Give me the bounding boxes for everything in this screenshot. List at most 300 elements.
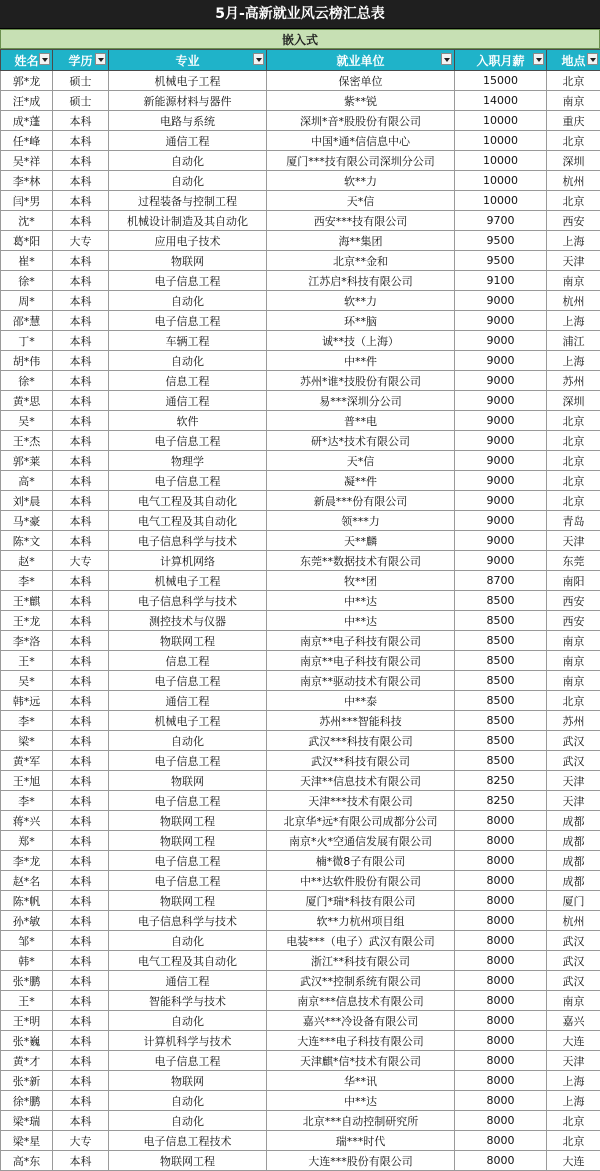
cell-employer[interactable]: 保密单位 <box>267 71 455 91</box>
cell-employer[interactable]: 南京**电子科技有限公司 <box>267 631 455 651</box>
cell-employer[interactable]: 电装***（电子）武汉有限公司 <box>267 931 455 951</box>
cell-employer[interactable]: 深圳*音*股股份有限公司 <box>267 111 455 131</box>
cell-major[interactable]: 计算机网络 <box>109 551 267 571</box>
cell-salary[interactable]: 8500 <box>455 691 547 711</box>
cell-degree[interactable]: 本科 <box>53 1011 109 1031</box>
cell-salary[interactable]: 10000 <box>455 171 547 191</box>
cell-name[interactable]: 吴* <box>1 411 53 431</box>
cell-major[interactable]: 电气工程及其自动化 <box>109 511 267 531</box>
cell-major[interactable]: 自动化 <box>109 1111 267 1131</box>
cell-degree[interactable]: 本科 <box>53 751 109 771</box>
cell-degree[interactable]: 本科 <box>53 391 109 411</box>
cell-employer[interactable]: 中**达软件股份有限公司 <box>267 871 455 891</box>
cell-name[interactable]: 梁*瑞 <box>1 1111 53 1131</box>
cell-salary[interactable]: 9000 <box>455 391 547 411</box>
cell-degree[interactable]: 大专 <box>53 1131 109 1151</box>
cell-degree[interactable]: 本科 <box>53 491 109 511</box>
cell-salary[interactable]: 8500 <box>455 611 547 631</box>
cell-degree[interactable]: 本科 <box>53 291 109 311</box>
cell-location[interactable]: 深圳 <box>547 391 600 411</box>
cell-employer[interactable]: 紫**锐 <box>267 91 455 111</box>
cell-salary[interactable]: 8000 <box>455 1091 547 1111</box>
cell-salary[interactable]: 9000 <box>455 511 547 531</box>
cell-degree[interactable]: 本科 <box>53 711 109 731</box>
cell-degree[interactable]: 本科 <box>53 1051 109 1071</box>
cell-major[interactable]: 自动化 <box>109 351 267 371</box>
cell-major[interactable]: 通信工程 <box>109 131 267 151</box>
cell-name[interactable]: 丁* <box>1 331 53 351</box>
cell-major[interactable]: 机械电子工程 <box>109 571 267 591</box>
cell-location[interactable]: 南京 <box>547 271 600 291</box>
cell-name[interactable]: 邹* <box>1 931 53 951</box>
cell-salary[interactable]: 8000 <box>455 931 547 951</box>
cell-location[interactable]: 武汉 <box>547 951 600 971</box>
cell-salary[interactable]: 8000 <box>455 911 547 931</box>
cell-location[interactable]: 天津 <box>547 791 600 811</box>
cell-name[interactable]: 陈*文 <box>1 531 53 551</box>
cell-name[interactable]: 高*东 <box>1 1151 53 1171</box>
cell-employer[interactable]: 天*信 <box>267 191 455 211</box>
cell-major[interactable]: 计算机科学与技术 <box>109 1031 267 1051</box>
cell-location[interactable]: 厦门 <box>547 891 600 911</box>
cell-salary[interactable]: 8000 <box>455 1111 547 1131</box>
cell-salary[interactable]: 8500 <box>455 591 547 611</box>
cell-location[interactable]: 杭州 <box>547 291 600 311</box>
cell-degree[interactable]: 本科 <box>53 951 109 971</box>
cell-degree[interactable]: 本科 <box>53 211 109 231</box>
cell-degree[interactable]: 本科 <box>53 671 109 691</box>
cell-degree[interactable]: 本科 <box>53 571 109 591</box>
cell-degree[interactable]: 本科 <box>53 811 109 831</box>
cell-location[interactable]: 天津 <box>547 1051 600 1071</box>
cell-location[interactable]: 南阳 <box>547 571 600 591</box>
cell-degree[interactable]: 本科 <box>53 971 109 991</box>
cell-salary[interactable]: 8500 <box>455 711 547 731</box>
filter-dropdown-icon[interactable] <box>587 53 598 65</box>
cell-salary[interactable]: 8000 <box>455 971 547 991</box>
cell-employer[interactable]: 东莞**数据技术有限公司 <box>267 551 455 571</box>
cell-salary[interactable]: 8700 <box>455 571 547 591</box>
cell-degree[interactable]: 本科 <box>53 1151 109 1171</box>
cell-salary[interactable]: 8500 <box>455 731 547 751</box>
cell-name[interactable]: 赵*名 <box>1 871 53 891</box>
cell-employer[interactable]: 中**达 <box>267 1091 455 1111</box>
cell-name[interactable]: 赵* <box>1 551 53 571</box>
cell-location[interactable]: 成都 <box>547 811 600 831</box>
cell-salary[interactable]: 8000 <box>455 811 547 831</box>
cell-salary[interactable]: 9000 <box>455 331 547 351</box>
cell-major[interactable]: 电子信息工程技术 <box>109 1131 267 1151</box>
cell-name[interactable]: 徐*鹏 <box>1 1091 53 1111</box>
cell-name[interactable]: 韩* <box>1 951 53 971</box>
cell-employer[interactable]: 天津麒*信*技术有限公司 <box>267 1051 455 1071</box>
cell-degree[interactable]: 硕士 <box>53 71 109 91</box>
cell-salary[interactable]: 9000 <box>455 451 547 471</box>
cell-salary[interactable]: 8000 <box>455 891 547 911</box>
cell-location[interactable]: 南京 <box>547 651 600 671</box>
cell-location[interactable]: 大连 <box>547 1031 600 1051</box>
cell-name[interactable]: 沈* <box>1 211 53 231</box>
cell-degree[interactable]: 本科 <box>53 651 109 671</box>
cell-degree[interactable]: 大专 <box>53 231 109 251</box>
cell-employer[interactable]: 软**力杭州项目组 <box>267 911 455 931</box>
cell-salary[interactable]: 8500 <box>455 751 547 771</box>
cell-salary[interactable]: 9700 <box>455 211 547 231</box>
cell-employer[interactable]: 楠*微8子有限公司 <box>267 851 455 871</box>
cell-major[interactable]: 过程装备与控制工程 <box>109 191 267 211</box>
cell-location[interactable]: 西安 <box>547 611 600 631</box>
cell-salary[interactable]: 8000 <box>455 1031 547 1051</box>
cell-name[interactable]: 李*龙 <box>1 851 53 871</box>
cell-degree[interactable]: 本科 <box>53 831 109 851</box>
cell-name[interactable]: 张*巍 <box>1 1031 53 1051</box>
cell-major[interactable]: 物联网工程 <box>109 831 267 851</box>
cell-employer[interactable]: 武汉**控制系统有限公司 <box>267 971 455 991</box>
cell-name[interactable]: 蒋*兴 <box>1 811 53 831</box>
cell-location[interactable]: 上海 <box>547 1091 600 1111</box>
cell-salary[interactable]: 8000 <box>455 851 547 871</box>
cell-name[interactable]: 徐* <box>1 371 53 391</box>
cell-degree[interactable]: 本科 <box>53 871 109 891</box>
cell-degree[interactable]: 本科 <box>53 191 109 211</box>
filter-dropdown-icon[interactable] <box>95 53 106 65</box>
cell-location[interactable]: 南京 <box>547 991 600 1011</box>
cell-employer[interactable]: 北京华*远*有限公司成都分公司 <box>267 811 455 831</box>
cell-salary[interactable]: 9000 <box>455 291 547 311</box>
filter-dropdown-icon[interactable] <box>39 53 50 65</box>
cell-location[interactable]: 西安 <box>547 211 600 231</box>
cell-name[interactable]: 王*龙 <box>1 611 53 631</box>
cell-major[interactable]: 物联网工程 <box>109 891 267 911</box>
cell-salary[interactable]: 8000 <box>455 871 547 891</box>
cell-major[interactable]: 电气工程及其自动化 <box>109 491 267 511</box>
filter-dropdown-icon[interactable] <box>533 53 544 65</box>
cell-major[interactable]: 通信工程 <box>109 971 267 991</box>
cell-location[interactable]: 南京 <box>547 631 600 651</box>
cell-name[interactable]: 王*杰 <box>1 431 53 451</box>
cell-major[interactable]: 物联网 <box>109 771 267 791</box>
cell-location[interactable]: 成都 <box>547 871 600 891</box>
cell-major[interactable]: 测控技术与仪器 <box>109 611 267 631</box>
cell-major[interactable]: 物联网 <box>109 1071 267 1091</box>
cell-name[interactable]: 黄*思 <box>1 391 53 411</box>
cell-name[interactable]: 李* <box>1 571 53 591</box>
cell-location[interactable]: 天津 <box>547 531 600 551</box>
cell-location[interactable]: 天津 <box>547 251 600 271</box>
cell-degree[interactable]: 本科 <box>53 311 109 331</box>
cell-major[interactable]: 新能源材料与器件 <box>109 91 267 111</box>
cell-salary[interactable]: 8500 <box>455 671 547 691</box>
cell-major[interactable]: 机械电子工程 <box>109 711 267 731</box>
cell-employer[interactable]: 南京*火*空通信发展有限公司 <box>267 831 455 851</box>
cell-employer[interactable]: 南京**驱动技术有限公司 <box>267 671 455 691</box>
cell-name[interactable]: 成*蓬 <box>1 111 53 131</box>
cell-major[interactable]: 软件 <box>109 411 267 431</box>
cell-major[interactable]: 电子信息科学与技术 <box>109 591 267 611</box>
cell-location[interactable]: 大连 <box>547 1151 600 1171</box>
cell-salary[interactable]: 15000 <box>455 71 547 91</box>
cell-major[interactable]: 自动化 <box>109 1011 267 1031</box>
cell-degree[interactable]: 本科 <box>53 451 109 471</box>
cell-location[interactable]: 北京 <box>547 191 600 211</box>
cell-salary[interactable]: 9000 <box>455 371 547 391</box>
cell-location[interactable]: 西安 <box>547 591 600 611</box>
cell-employer[interactable]: 牧**团 <box>267 571 455 591</box>
cell-employer[interactable]: 瑞***时代 <box>267 1131 455 1151</box>
cell-name[interactable]: 张*新 <box>1 1071 53 1091</box>
cell-major[interactable]: 电气工程及其自动化 <box>109 951 267 971</box>
cell-location[interactable]: 嘉兴 <box>547 1011 600 1031</box>
cell-major[interactable]: 机械设计制造及其自动化 <box>109 211 267 231</box>
cell-major[interactable]: 电子信息工程 <box>109 271 267 291</box>
cell-major[interactable]: 电子信息工程 <box>109 871 267 891</box>
cell-name[interactable]: 李*洛 <box>1 631 53 651</box>
cell-employer[interactable]: 大连***电子科技有限公司 <box>267 1031 455 1051</box>
cell-salary[interactable]: 10000 <box>455 131 547 151</box>
cell-degree[interactable]: 本科 <box>53 471 109 491</box>
cell-major[interactable]: 信息工程 <box>109 651 267 671</box>
cell-degree[interactable]: 本科 <box>53 851 109 871</box>
cell-location[interactable]: 武汉 <box>547 751 600 771</box>
cell-location[interactable]: 苏州 <box>547 711 600 731</box>
cell-name[interactable]: 崔* <box>1 251 53 271</box>
cell-employer[interactable]: 天*信 <box>267 451 455 471</box>
cell-salary[interactable]: 10000 <box>455 151 547 171</box>
cell-employer[interactable]: 中**泰 <box>267 691 455 711</box>
cell-degree[interactable]: 硕士 <box>53 91 109 111</box>
cell-name[interactable]: 梁*星 <box>1 1131 53 1151</box>
cell-employer[interactable]: 天津***技术有限公司 <box>267 791 455 811</box>
cell-name[interactable]: 任*峰 <box>1 131 53 151</box>
filter-dropdown-icon[interactable] <box>253 53 264 65</box>
cell-salary[interactable]: 10000 <box>455 191 547 211</box>
cell-degree[interactable]: 本科 <box>53 1071 109 1091</box>
cell-salary[interactable]: 8000 <box>455 1131 547 1151</box>
cell-salary[interactable]: 9000 <box>455 531 547 551</box>
cell-degree[interactable]: 本科 <box>53 891 109 911</box>
cell-major[interactable]: 物理学 <box>109 451 267 471</box>
cell-salary[interactable]: 9000 <box>455 491 547 511</box>
filter-dropdown-icon[interactable] <box>441 53 452 65</box>
cell-location[interactable]: 南京 <box>547 671 600 691</box>
cell-location[interactable]: 上海 <box>547 351 600 371</box>
cell-major[interactable]: 电子信息工程 <box>109 311 267 331</box>
cell-name[interactable]: 邵*慧 <box>1 311 53 331</box>
cell-degree[interactable]: 本科 <box>53 131 109 151</box>
cell-degree[interactable]: 本科 <box>53 611 109 631</box>
cell-major[interactable]: 物联网工程 <box>109 1151 267 1171</box>
cell-major[interactable]: 通信工程 <box>109 391 267 411</box>
cell-location[interactable]: 北京 <box>547 131 600 151</box>
cell-degree[interactable]: 大专 <box>53 551 109 571</box>
cell-salary[interactable]: 9100 <box>455 271 547 291</box>
cell-degree[interactable]: 本科 <box>53 251 109 271</box>
cell-major[interactable]: 自动化 <box>109 931 267 951</box>
cell-salary[interactable]: 8250 <box>455 791 547 811</box>
cell-employer[interactable]: 华**讯 <box>267 1071 455 1091</box>
cell-degree[interactable]: 本科 <box>53 271 109 291</box>
cell-employer[interactable]: 研*达*技术有限公司 <box>267 431 455 451</box>
cell-major[interactable]: 电子信息工程 <box>109 671 267 691</box>
cell-salary[interactable]: 8000 <box>455 1051 547 1071</box>
cell-name[interactable]: 李* <box>1 711 53 731</box>
cell-salary[interactable]: 8000 <box>455 831 547 851</box>
cell-employer[interactable]: 海**集团 <box>267 231 455 251</box>
cell-salary[interactable]: 8000 <box>455 1071 547 1091</box>
cell-employer[interactable]: 中**达 <box>267 611 455 631</box>
cell-name[interactable]: 王*麒 <box>1 591 53 611</box>
cell-employer[interactable]: 厦门*瑞*科技有限公司 <box>267 891 455 911</box>
cell-location[interactable]: 上海 <box>547 311 600 331</box>
cell-location[interactable]: 上海 <box>547 1071 600 1091</box>
cell-location[interactable]: 南京 <box>547 91 600 111</box>
cell-salary[interactable]: 9000 <box>455 551 547 571</box>
cell-employer[interactable]: 西安***技有限公司 <box>267 211 455 231</box>
cell-salary[interactable]: 8250 <box>455 771 547 791</box>
cell-name[interactable]: 郭*龙 <box>1 71 53 91</box>
cell-degree[interactable]: 本科 <box>53 631 109 651</box>
cell-location[interactable]: 杭州 <box>547 911 600 931</box>
cell-salary[interactable]: 8500 <box>455 651 547 671</box>
cell-employer[interactable]: 武汉***科技有限公司 <box>267 731 455 751</box>
cell-degree[interactable]: 本科 <box>53 111 109 131</box>
cell-name[interactable]: 郭*莱 <box>1 451 53 471</box>
cell-location[interactable]: 重庆 <box>547 111 600 131</box>
cell-employer[interactable]: 凝**件 <box>267 471 455 491</box>
cell-employer[interactable]: 普**电 <box>267 411 455 431</box>
cell-name[interactable]: 陈*帆 <box>1 891 53 911</box>
cell-salary[interactable]: 9000 <box>455 431 547 451</box>
cell-employer[interactable]: 厦门***技有限公司深圳分公司 <box>267 151 455 171</box>
cell-location[interactable]: 成都 <box>547 831 600 851</box>
cell-degree[interactable]: 本科 <box>53 1031 109 1051</box>
cell-degree[interactable]: 本科 <box>53 911 109 931</box>
cell-location[interactable]: 天津 <box>547 771 600 791</box>
cell-salary[interactable]: 9000 <box>455 311 547 331</box>
cell-location[interactable]: 深圳 <box>547 151 600 171</box>
cell-location[interactable]: 北京 <box>547 451 600 471</box>
cell-name[interactable]: 王* <box>1 651 53 671</box>
cell-name[interactable]: 闫*男 <box>1 191 53 211</box>
cell-salary[interactable]: 8000 <box>455 991 547 1011</box>
cell-location[interactable]: 东莞 <box>547 551 600 571</box>
cell-major[interactable]: 通信工程 <box>109 691 267 711</box>
cell-employer[interactable]: 天**麟 <box>267 531 455 551</box>
cell-salary[interactable]: 9500 <box>455 231 547 251</box>
cell-degree[interactable]: 本科 <box>53 691 109 711</box>
cell-major[interactable]: 自动化 <box>109 171 267 191</box>
cell-degree[interactable]: 本科 <box>53 591 109 611</box>
cell-name[interactable]: 李* <box>1 791 53 811</box>
cell-location[interactable]: 浦江 <box>547 331 600 351</box>
cell-employer[interactable]: 武汉**科技有限公司 <box>267 751 455 771</box>
cell-degree[interactable]: 本科 <box>53 411 109 431</box>
cell-major[interactable]: 物联网工程 <box>109 631 267 651</box>
cell-name[interactable]: 马*豪 <box>1 511 53 531</box>
cell-salary[interactable]: 9000 <box>455 471 547 491</box>
cell-location[interactable]: 青岛 <box>547 511 600 531</box>
cell-location[interactable]: 北京 <box>547 411 600 431</box>
cell-name[interactable]: 黄*才 <box>1 1051 53 1071</box>
cell-employer[interactable]: 软**力 <box>267 171 455 191</box>
cell-employer[interactable]: 中**达 <box>267 591 455 611</box>
cell-major[interactable]: 电子信息工程 <box>109 1051 267 1071</box>
cell-employer[interactable]: 北京**金和 <box>267 251 455 271</box>
cell-major[interactable]: 物联网 <box>109 251 267 271</box>
cell-name[interactable]: 葛*阳 <box>1 231 53 251</box>
cell-name[interactable]: 高* <box>1 471 53 491</box>
cell-salary[interactable]: 14000 <box>455 91 547 111</box>
cell-employer[interactable]: 苏州***智能科技 <box>267 711 455 731</box>
cell-location[interactable]: 北京 <box>547 71 600 91</box>
cell-employer[interactable]: 领***力 <box>267 511 455 531</box>
cell-degree[interactable]: 本科 <box>53 511 109 531</box>
cell-degree[interactable]: 本科 <box>53 791 109 811</box>
cell-major[interactable]: 自动化 <box>109 731 267 751</box>
cell-employer[interactable]: 中国*通*信信息中心 <box>267 131 455 151</box>
cell-degree[interactable]: 本科 <box>53 931 109 951</box>
cell-degree[interactable]: 本科 <box>53 171 109 191</box>
cell-degree[interactable]: 本科 <box>53 1111 109 1131</box>
cell-major[interactable]: 电子信息工程 <box>109 431 267 451</box>
cell-degree[interactable]: 本科 <box>53 331 109 351</box>
cell-employer[interactable]: 软**力 <box>267 291 455 311</box>
cell-degree[interactable]: 本科 <box>53 731 109 751</box>
cell-location[interactable]: 武汉 <box>547 931 600 951</box>
cell-name[interactable]: 王*旭 <box>1 771 53 791</box>
cell-salary[interactable]: 9000 <box>455 351 547 371</box>
cell-employer[interactable]: 南京**电子科技有限公司 <box>267 651 455 671</box>
cell-salary[interactable]: 8000 <box>455 1011 547 1031</box>
cell-degree[interactable]: 本科 <box>53 771 109 791</box>
cell-major[interactable]: 电路与系统 <box>109 111 267 131</box>
cell-degree[interactable]: 本科 <box>53 1091 109 1111</box>
cell-employer[interactable]: 北京***自动控制研究所 <box>267 1111 455 1131</box>
cell-name[interactable]: 李*林 <box>1 171 53 191</box>
cell-location[interactable]: 北京 <box>547 471 600 491</box>
cell-name[interactable]: 周* <box>1 291 53 311</box>
cell-employer[interactable]: 大连***股份有限公司 <box>267 1151 455 1171</box>
cell-degree[interactable]: 本科 <box>53 151 109 171</box>
cell-major[interactable]: 自动化 <box>109 1091 267 1111</box>
cell-name[interactable]: 张*鹏 <box>1 971 53 991</box>
cell-employer[interactable]: 中**件 <box>267 351 455 371</box>
cell-name[interactable]: 王*明 <box>1 1011 53 1031</box>
cell-employer[interactable]: 天津**信息技术有限公司 <box>267 771 455 791</box>
cell-name[interactable]: 吴* <box>1 671 53 691</box>
cell-major[interactable]: 电子信息工程 <box>109 471 267 491</box>
cell-employer[interactable]: 环**脑 <box>267 311 455 331</box>
cell-location[interactable]: 杭州 <box>547 171 600 191</box>
cell-major[interactable]: 电子信息科学与技术 <box>109 531 267 551</box>
cell-major[interactable]: 车辆工程 <box>109 331 267 351</box>
cell-name[interactable]: 吴*祥 <box>1 151 53 171</box>
cell-location[interactable]: 成都 <box>547 851 600 871</box>
cell-major[interactable]: 信息工程 <box>109 371 267 391</box>
cell-location[interactable]: 苏州 <box>547 371 600 391</box>
cell-location[interactable]: 北京 <box>547 1131 600 1151</box>
cell-degree[interactable]: 本科 <box>53 351 109 371</box>
cell-major[interactable]: 智能科学与技术 <box>109 991 267 1011</box>
cell-location[interactable]: 上海 <box>547 231 600 251</box>
cell-salary[interactable]: 9000 <box>455 411 547 431</box>
cell-degree[interactable]: 本科 <box>53 991 109 1011</box>
cell-major[interactable]: 电子信息工程 <box>109 751 267 771</box>
cell-employer[interactable]: 浙江**科技有限公司 <box>267 951 455 971</box>
cell-location[interactable]: 武汉 <box>547 971 600 991</box>
cell-salary[interactable]: 8500 <box>455 631 547 651</box>
cell-employer[interactable]: 南京***信息技术有限公司 <box>267 991 455 1011</box>
